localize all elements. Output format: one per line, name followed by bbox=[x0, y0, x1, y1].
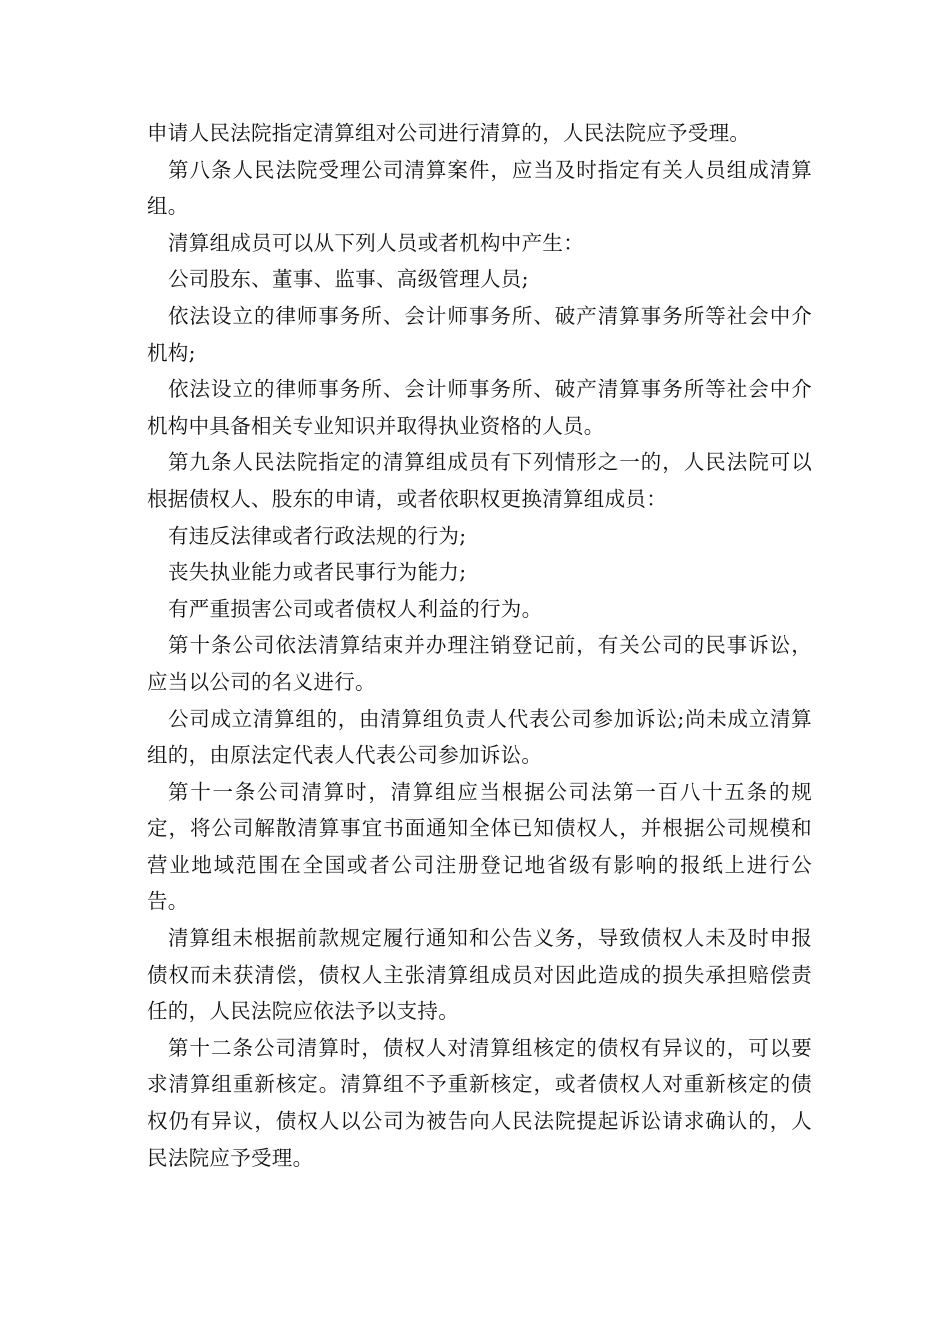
paragraph: 清算组未根据前款规定履行通知和公告义务，导致债权人未及时申报债权而未获清偿，债权人主张清算组成员对因此造成的损失承担赔偿责任的，人民法院应依法予以支持。 bbox=[147, 926, 812, 1024]
list-item: 依法设立的律师事务所、会计师事务所、破产清算事务所等社会中介机构中具备相关专业知识并取得执业资格的人员。 bbox=[147, 377, 812, 438]
paragraph-article-8: 第八条人民法院受理公司清算案件，应当及时指定有关人员组成清算组。 bbox=[147, 157, 812, 219]
paragraph: 申请人民法院指定清算组对公司进行清算的，人民法院应予受理。 bbox=[147, 121, 751, 145]
document-body bbox=[147, 115, 812, 1176]
paragraph: 公司成立清算组的，由清算组负责人代表公司参加诉讼;尚未成立清算组的，由原法定代表人代表公司参加诉讼。 bbox=[147, 706, 812, 768]
paragraph-article-9: 第九条人民法院指定的清算组成员有下列情形之一的，人民法院可以根据债权人、股东的申请，或者依职权更换清算组成员： bbox=[147, 450, 812, 511]
list-item: 依法设立的律师事务所、会计师事务所、破产清算事务所等社会中介机构; bbox=[147, 303, 812, 365]
list-item: 有严重损害公司或者债权人利益的行为。 bbox=[168, 596, 543, 621]
list-item: 公司股东、董事、监事、高级管理人员; bbox=[168, 267, 529, 292]
paragraph-article-10: 第十条公司依法清算结束并办理注销登记前，有关公司的民事诉讼，应当以公司的名义进行。 bbox=[147, 633, 812, 694]
paragraph-article-12: 第十二条公司清算时，债权人对清算组核定的债权有异议的，可以要求清算组重新核定。清算组不予重新核定，或者债权人对重新核定的债权仍有异议，债权人以公司为被告向人民法院提起诉讼请求确认的，人民法院应予受理。 bbox=[147, 1035, 812, 1170]
paragraph-article-11: 第十一条公司清算时，清算组应当根据公司法第一百八十五条的规定，将公司解散清算事宜书面通知全体已知债权人，并根据公司规模和营业地域范围在全国或者公司注册登记地省级有影响的报纸上进行公告。 bbox=[147, 779, 812, 914]
list-item: 有违反法律或者行政法规的行为; bbox=[168, 523, 467, 548]
paragraph: 清算组成员可以从下列人员或者机构中产生： bbox=[168, 230, 584, 255]
list-item: 丧失执业能力或者民事行为能力; bbox=[168, 560, 467, 585]
